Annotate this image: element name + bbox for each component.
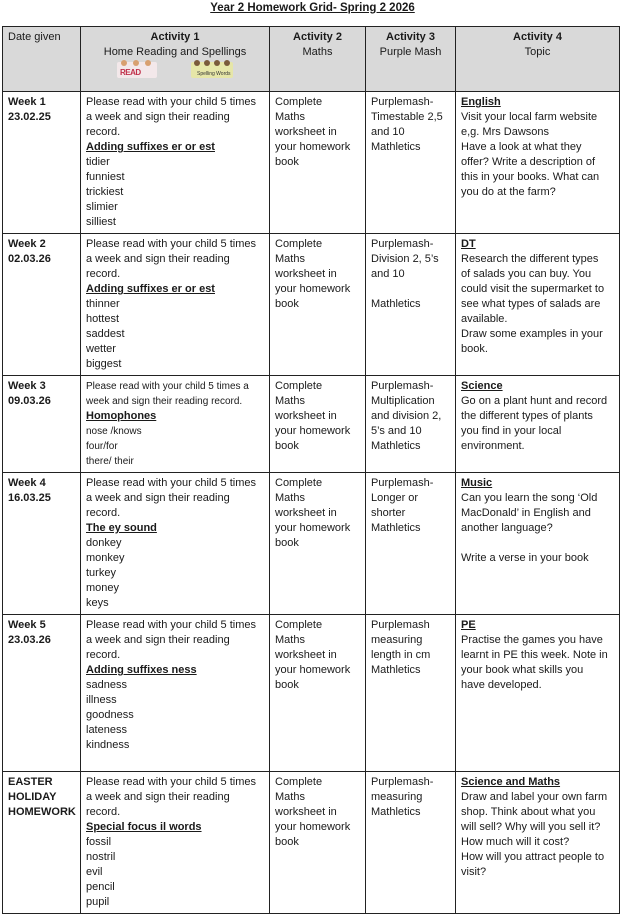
header-activity-1: Activity 1 Home Reading and Spellings READ Spelling Words	[81, 27, 270, 92]
week-label: HOMEWORK	[8, 806, 76, 818]
topic-task	[461, 536, 614, 551]
header-row	[3, 27, 620, 92]
table-row	[3, 473, 620, 615]
topic-task: Go on a plant hunt and record	[461, 395, 608, 407]
topic-task: shop. Think about what you	[461, 806, 596, 818]
maths-task: worksheet in	[275, 268, 337, 280]
topic-heading: PE	[461, 619, 476, 631]
activity-3-cell	[366, 772, 456, 914]
purple-mash-task: length in cm	[371, 649, 431, 661]
topic-heading: Science and Maths	[461, 776, 561, 788]
topic-task: book.	[461, 343, 488, 355]
topic-task: you find in your local	[461, 425, 562, 437]
maths-task: Complete	[275, 96, 323, 108]
week-label: 23.03.26	[8, 634, 51, 646]
date-given-cell	[3, 376, 81, 473]
activity-1-cell	[81, 473, 270, 615]
activity-4-cell	[456, 615, 620, 772]
activity-4-cell	[456, 234, 620, 376]
spelling-word: saddest	[86, 328, 125, 340]
activity-1-cell	[81, 376, 270, 473]
spelling-word: sadness	[86, 679, 127, 691]
maths-task: Complete	[275, 619, 323, 631]
topic-task: your book what skills you	[461, 664, 584, 676]
activity-2-cell	[270, 615, 366, 772]
table-row	[3, 615, 620, 772]
reading-instruction: Please read with your child 5 times	[86, 619, 256, 631]
homework-grid	[2, 26, 620, 914]
date-given-cell	[3, 772, 81, 914]
reading-instruction: a week and sign their reading	[86, 253, 230, 265]
activity-1-cell	[81, 92, 270, 234]
spelling-heading: Special focus il words	[86, 821, 202, 833]
week-label: EASTER	[8, 776, 53, 788]
purple-mash-task: and 10	[371, 126, 405, 138]
topic-task: will sell? Why will you sell it?	[461, 821, 601, 833]
reading-instruction: a week and sign their reading	[86, 791, 230, 803]
activity-4-cell	[456, 376, 620, 473]
activity-2-cell	[270, 772, 366, 914]
purple-mash-task: Mathletics	[371, 806, 421, 818]
week-label: Week 2	[8, 238, 46, 250]
reading-instruction: Please read with your child 5 times	[86, 776, 256, 788]
topic-task: Can you learn the song ‘Old	[461, 492, 598, 504]
maths-task: Maths	[275, 253, 305, 265]
topic-task: Research the different types	[461, 253, 599, 265]
week-label: Week 5	[8, 619, 46, 631]
activity-2-cell	[270, 376, 366, 473]
maths-task: book	[275, 679, 299, 691]
topic-task: MacDonald’ in English and	[461, 507, 591, 519]
maths-task: your homework	[275, 522, 351, 534]
header-activity-4: Activity 4 Topic	[456, 27, 620, 92]
table-row	[3, 772, 620, 914]
purple-mash-task: shorter	[371, 507, 406, 519]
maths-task: Maths	[275, 395, 305, 407]
spelling-heading: Adding suffixes er or est	[86, 141, 215, 153]
purple-mash-task: Mathletics	[371, 298, 421, 310]
document-title: Year 2 Homework Grid- Spring 2 2026	[210, 2, 415, 14]
spelling-word: fossil	[86, 836, 112, 848]
topic-heading: Music	[461, 477, 493, 489]
purple-mash-task: Multiplication	[371, 395, 435, 407]
purple-mash-task: and 10	[371, 268, 405, 280]
reading-instruction: a week and sign their reading	[86, 492, 230, 504]
week-label: 16.03.25	[8, 492, 51, 504]
topic-heading: DT	[461, 238, 476, 250]
maths-task: worksheet in	[275, 507, 337, 519]
topic-task: Have a look at what they	[461, 141, 582, 153]
table-row	[3, 234, 620, 376]
spelling-word: nostril	[86, 851, 116, 863]
reading-instruction: Please read with your child 5 times	[86, 238, 256, 250]
spelling-word: goodness	[86, 709, 134, 721]
maths-task: Maths	[275, 111, 305, 123]
spelling-word: lateness	[86, 724, 127, 736]
maths-task: Complete	[275, 380, 323, 392]
spelling-word: kindness	[86, 739, 130, 751]
activity-2-cell	[270, 473, 366, 615]
topic-task: Practise the games you have	[461, 634, 603, 646]
activity-1-cell	[81, 772, 270, 914]
topic-task: visit?	[461, 866, 487, 878]
spelling-word: silliest	[86, 216, 116, 228]
reading-instruction: record.	[86, 649, 121, 661]
topic-heading: English	[461, 96, 501, 108]
spelling-word: keys	[86, 597, 109, 609]
week-label: Week 1	[8, 96, 46, 108]
reading-instruction: record.	[86, 806, 121, 818]
maths-task: your homework	[275, 283, 351, 295]
topic-task: How much will it cost?	[461, 836, 570, 848]
maths-task: Maths	[275, 791, 305, 803]
reading-instruction: a week and sign their reading	[86, 634, 230, 646]
topic-task: the different types of plants	[461, 410, 593, 422]
reading-instruction: a week and sign their reading	[86, 111, 230, 123]
purple-mash-task: Purplemash-	[371, 776, 434, 788]
reading-instruction: record.	[86, 268, 121, 280]
week-label: 09.03.26	[8, 395, 51, 407]
purple-mash-task	[371, 282, 450, 297]
purple-mash-task: 5’s and 10	[371, 425, 422, 437]
spelling-word: tidier	[86, 156, 110, 168]
header-activity-3: Activity 3 Purple Mash	[366, 27, 456, 92]
maths-task: worksheet in	[275, 410, 337, 422]
topic-task: have developed.	[461, 679, 542, 691]
maths-task: Maths	[275, 634, 305, 646]
week-label: Week 3	[8, 380, 46, 392]
purple-mash-task: Mathletics	[371, 522, 421, 534]
purple-mash-task: Mathletics	[371, 440, 421, 452]
spelling-word: donkey	[86, 537, 122, 549]
reading-instruction: week and sign their reading record.	[86, 396, 243, 407]
reading-instruction: Please read with your child 5 times	[86, 96, 256, 108]
maths-task: Complete	[275, 477, 323, 489]
topic-task: this in your books. What can	[461, 171, 600, 183]
spelling-heading: The ey sound	[86, 522, 157, 534]
topic-task: available.	[461, 313, 508, 325]
reading-instruction: record.	[86, 507, 121, 519]
maths-task: book	[275, 836, 299, 848]
activity-1-cell	[81, 234, 270, 376]
date-given-cell	[3, 615, 81, 772]
purple-mash-task: Purplemash-	[371, 380, 434, 392]
topic-task: could visit the supermarket to	[461, 283, 605, 295]
spelling-word: there/ their	[86, 456, 134, 467]
topic-task: How will you attract people to	[461, 851, 605, 863]
purple-mash-task: Mathletics	[371, 664, 421, 676]
maths-task: your homework	[275, 425, 351, 437]
activity-4-cell	[456, 772, 620, 914]
topic-task: environment.	[461, 440, 525, 452]
spelling-word: hottest	[86, 313, 120, 325]
spelling-word: four/for	[86, 441, 118, 452]
activity-3-cell	[366, 615, 456, 772]
maths-task: worksheet in	[275, 649, 337, 661]
activity-3-cell	[366, 92, 456, 234]
maths-task: Complete	[275, 776, 323, 788]
activity-3-cell	[366, 234, 456, 376]
purple-mash-task: measuring	[371, 634, 423, 646]
topic-task: see what types of salads are	[461, 298, 601, 310]
spelling-word: illness	[86, 694, 117, 706]
table-row	[3, 92, 620, 234]
purple-mash-task: Timestable 2,5	[371, 111, 443, 123]
spelling-word: evil	[86, 866, 103, 878]
maths-task: your homework	[275, 821, 351, 833]
maths-task: your homework	[275, 141, 351, 153]
purple-mash-task: measuring	[371, 791, 423, 803]
spelling-heading: Adding suffixes ness	[86, 664, 197, 676]
spelling-word: trickiest	[86, 186, 124, 198]
date-given-cell	[3, 92, 81, 234]
week-label: HOLIDAY	[8, 791, 57, 803]
spelling-word: thinner	[86, 298, 120, 310]
maths-task: book	[275, 298, 299, 310]
maths-task: book	[275, 537, 299, 549]
maths-task: Complete	[275, 238, 323, 250]
read-clipart-image: READ	[117, 62, 157, 78]
date-given-cell	[3, 234, 81, 376]
topic-task: learnt in PE this week. Note in	[461, 649, 608, 661]
maths-task: worksheet in	[275, 126, 337, 138]
topic-task: another language?	[461, 522, 553, 534]
purple-mash-task: Longer or	[371, 492, 419, 504]
topic-task: e,g. Mrs Dawsons	[461, 126, 550, 138]
reading-instruction: Please read with your child 5 times a	[86, 381, 249, 392]
maths-task: book	[275, 156, 299, 168]
spelling-word: monkey	[86, 552, 125, 564]
purple-mash-task: Purplemash-	[371, 238, 434, 250]
spelling-word: slimier	[86, 201, 118, 213]
activity-4-cell	[456, 473, 620, 615]
maths-task: your homework	[275, 664, 351, 676]
activity-2-cell	[270, 234, 366, 376]
purple-mash-task: Purplemash	[371, 619, 430, 631]
spelling-word: biggest	[86, 358, 122, 370]
spelling-word: nose /knows	[86, 426, 142, 437]
purple-mash-task: and division 2,	[371, 410, 442, 422]
topic-task: of salads you can buy. You	[461, 268, 592, 280]
topic-task: you do at the farm?	[461, 186, 556, 198]
date-given-cell	[3, 473, 81, 615]
table-row	[3, 376, 620, 473]
spelling-word: funniest	[86, 171, 125, 183]
activity-3-cell	[366, 473, 456, 615]
spelling-word: pupil	[86, 896, 110, 908]
reading-instruction: Please read with your child 5 times	[86, 477, 256, 489]
activity-3-cell	[366, 376, 456, 473]
week-label: 23.02.25	[8, 111, 51, 123]
spelling-heading: Adding suffixes er or est	[86, 283, 215, 295]
activity-1-cell	[81, 615, 270, 772]
spelling-word: pencil	[86, 881, 115, 893]
purple-mash-task: Purplemash-	[371, 477, 434, 489]
topic-task: offer? Write a description of	[461, 156, 596, 168]
header-date-given: Date given	[3, 27, 81, 92]
purple-mash-task: Division 2, 5’s	[371, 253, 439, 265]
activity-2-cell	[270, 92, 366, 234]
activity-4-cell	[456, 92, 620, 234]
spelling-words-clipart-image: Spelling Words	[191, 62, 233, 78]
topic-heading: Science	[461, 380, 503, 392]
purple-mash-task: Mathletics	[371, 141, 421, 153]
maths-task: worksheet in	[275, 806, 337, 818]
spelling-word: turkey	[86, 567, 116, 579]
topic-task: Visit your local farm website	[461, 111, 598, 123]
topic-task: Draw some examples in your	[461, 328, 603, 340]
maths-task: book	[275, 440, 299, 452]
topic-task: Write a verse in your book	[461, 552, 589, 564]
spelling-heading: Homophones	[86, 410, 157, 422]
maths-task: Maths	[275, 492, 305, 504]
week-label: 02.03.26	[8, 253, 51, 265]
topic-task: Draw and label your own farm	[461, 791, 608, 803]
spelling-word: wetter	[86, 343, 116, 355]
header-activity-2: Activity 2 Maths	[270, 27, 366, 92]
purple-mash-task: Purplemash-	[371, 96, 434, 108]
spelling-word: money	[86, 582, 120, 594]
week-label: Week 4	[8, 477, 46, 489]
reading-instruction: record.	[86, 126, 121, 138]
